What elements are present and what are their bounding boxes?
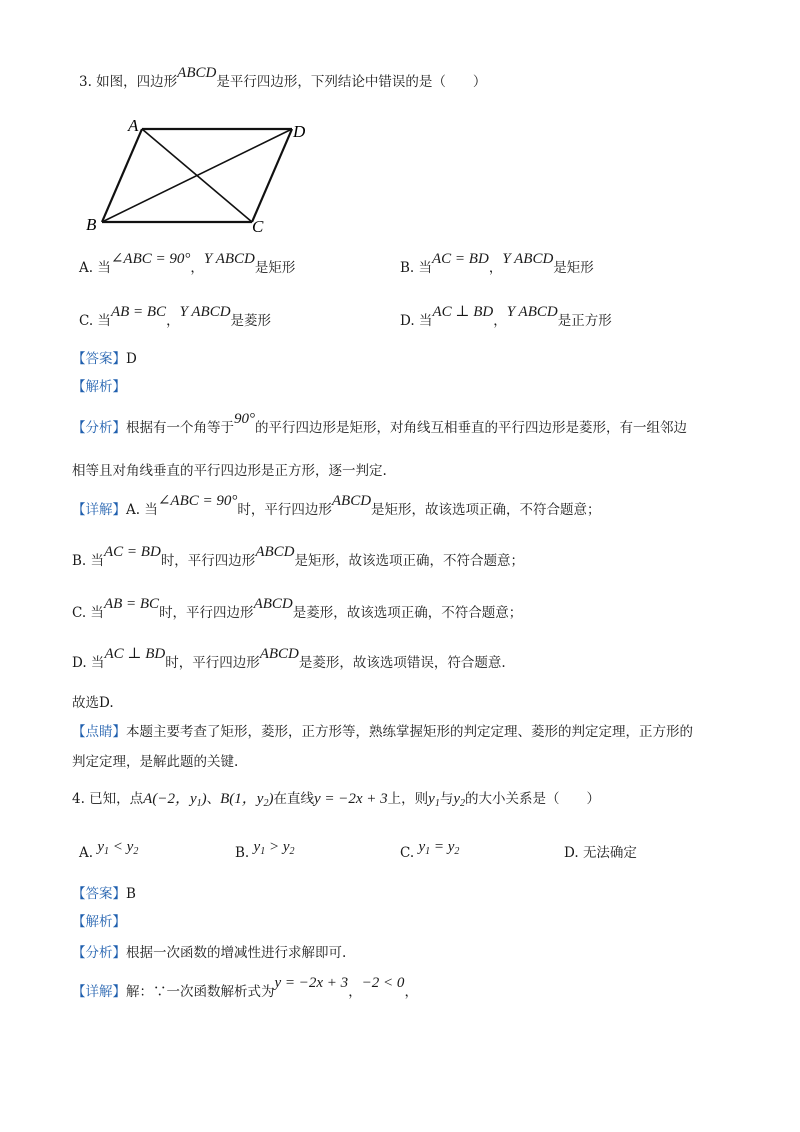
q4-option-d-text: 无法确定	[582, 845, 637, 861]
q4-line-eq: y = −2x + 3	[313, 791, 388, 807]
q4-detail-math2: −2 < 0	[361, 975, 405, 991]
q4-option-c-expr: $y_1 = y_2$	[418, 839, 460, 857]
q4-answer-tag: 【答案】	[72, 886, 126, 902]
detail-d-math2: ABCD	[259, 646, 299, 662]
detail-d-math: AC ⊥ BD	[104, 646, 166, 662]
q3-stem	[79, 65, 487, 92]
detail-c-mid: 时，平行四边形	[159, 605, 254, 621]
y2-symbol: $y_2$	[453, 791, 465, 809]
option-d-sep: ，	[493, 313, 507, 329]
y1-symbol: $y_1$	[428, 791, 440, 809]
q3-dianjing	[72, 722, 693, 742]
label-b: B	[86, 215, 97, 234]
fenxi-text: 根据有一个角等于	[126, 420, 234, 436]
q3-fenxi	[72, 411, 687, 438]
option-d-sym: Y ABCD	[506, 304, 558, 320]
option-c-sym: Y ABCD	[179, 304, 231, 320]
q4-option-a-expr: $y_1 < y_2$	[97, 839, 139, 857]
option-d-lead: D. 当	[400, 313, 433, 329]
option-c-lead: C. 当	[79, 313, 111, 329]
fenxi-tag: 【分析】	[72, 420, 126, 436]
detail-b-mid: 时，平行四边形	[160, 553, 256, 569]
diagonal-bd	[102, 129, 292, 222]
q3-jiexi: 【解析】	[72, 379, 126, 395]
detail-d-pre: D. 当	[72, 655, 105, 671]
q4-option-b-lead: B.	[235, 845, 250, 861]
q4-option-d	[564, 843, 637, 863]
q4-option-d-lead: D.	[564, 845, 579, 861]
q4-jiexi: 【解析】	[72, 914, 126, 930]
dianjing-tag: 【点睛】	[72, 724, 126, 740]
option-c-tail: 是菱形	[230, 313, 272, 329]
option-b-tail: 是矩形	[553, 260, 594, 276]
detail-a-post: 是矩形，故该选项正确，不符合题意；	[371, 502, 601, 518]
detail-b-pre: B. 当	[72, 553, 105, 569]
q4-xiangjie-tag: 【详解】	[72, 984, 126, 1000]
q3-detail-c	[72, 596, 523, 623]
label-c: C	[252, 217, 264, 235]
q3-stem-text: 3. 如图，四边形	[79, 74, 178, 90]
q3-detail-a	[72, 493, 601, 520]
q4-detail-sep: ，	[348, 984, 362, 1000]
q4-answer	[72, 884, 136, 904]
option-b-lead: B. 当	[400, 260, 433, 276]
q3-option-c	[79, 304, 272, 331]
option-b-cond: AC = BD	[432, 251, 489, 267]
q4-option-a	[79, 839, 139, 868]
q4-option-b-expr: $y_1 > y_2$	[253, 839, 295, 857]
option-a-tail: 是矩形	[254, 260, 296, 276]
detail-a-math2: ABCD	[331, 493, 372, 509]
option-c-cond: AB = BC	[110, 304, 167, 320]
q4-detail-pre: 解：∵一次函数解析式为	[126, 984, 275, 1000]
dianjing-text: 本题主要考查了矩形，菱形，正方形等，熟练掌握矩形的判定定理、菱形的判定定理，正方形的	[126, 724, 693, 740]
detail-c-post: 是菱形，故该选项正确，不符合题意；	[292, 605, 523, 621]
fenxi-text-2: 的平行四边形是矩形，对角线互相垂直的平行四边形是菱形，有一组邻边	[255, 420, 687, 436]
q3-answer	[72, 349, 137, 369]
q3-stem-math: ABCD	[177, 65, 217, 81]
q4-stem-text: 4. 已知，点	[72, 791, 144, 807]
option-b-sym: Y ABCD	[502, 251, 554, 267]
q3-option-b	[400, 251, 594, 278]
option-a-lead: A. 当	[79, 260, 111, 276]
q3-dianjing-line2: 判定定理，是解此题的关键.	[72, 754, 239, 770]
point-a: A(−2，$y_1$)	[143, 791, 207, 809]
detail-d-post: 是菱形，故该选项错误，符合题意.	[298, 655, 506, 671]
option-c-sep: ，	[166, 313, 180, 329]
detail-b-math: AC = BD	[104, 544, 161, 560]
q4-option-c-rel: =	[433, 839, 444, 855]
side-ab	[102, 129, 142, 222]
q4-option-c-lead: C.	[400, 845, 415, 861]
option-a-sep: ，	[190, 260, 204, 276]
detail-b-math2: ABCD	[255, 544, 295, 560]
q4-detail-end: ，	[404, 984, 418, 1000]
option-d-cond: AC ⊥ BD	[432, 304, 494, 320]
option-d-tail: 是正方形	[557, 313, 612, 329]
q4-fenxi-tag: 【分析】	[72, 945, 126, 961]
side-cd	[252, 129, 292, 222]
q4-detail-math: y = −2x + 3	[274, 975, 349, 991]
q4-stem-rel: 与	[439, 791, 454, 807]
detail-c-math2: ABCD	[253, 596, 293, 612]
label-d: D	[293, 122, 306, 141]
q4-answer-value: B	[126, 886, 136, 902]
q3-conclusion: 故选D.	[72, 695, 114, 711]
option-a-cond: ∠ABC = 90°	[110, 251, 191, 267]
detail-a-pre: A. 当	[126, 502, 158, 518]
q4-stem: 4. 已知，点A(−2，$y_1$)、B(1，$y_2$)在直线y = −2x + 3上，则$y_1$与$y_2$的大小关系是（ ）	[72, 791, 600, 809]
q3-option-d	[400, 304, 612, 331]
parallelogram-figure	[80, 110, 330, 235]
q3-detail-b	[72, 544, 524, 571]
q4-stem-post: 上，则	[387, 791, 429, 807]
q4-option-a-lead: A.	[79, 845, 94, 861]
detail-a-mid: 时，平行四边形	[237, 502, 332, 518]
label-a: A	[128, 116, 139, 135]
detail-d-mid: 时，平行四边形	[165, 655, 260, 671]
option-b-sep: ，	[488, 260, 503, 276]
q4-fenxi	[72, 943, 346, 963]
detail-a-math: ∠ABC = 90°	[157, 493, 238, 509]
q4-stem-end: 的大小关系是（ ）	[465, 791, 600, 807]
fenxi-math: 90°	[234, 411, 255, 427]
q4-option-b-rel: >	[268, 839, 280, 855]
q3-stem-tail: 是平行四边形，下列结论中错误的是（ ）	[216, 74, 487, 90]
q4-detail	[72, 975, 418, 1002]
q4-fenxi-text: 根据一次函数的增减性进行求解即可.	[126, 945, 347, 961]
detail-b-post: 是矩形，故该选项正确，不符合题意；	[294, 553, 524, 569]
q3-fenxi-line2: 相等且对角线垂直的平行四边形是正方形，逐一判定.	[72, 463, 387, 479]
q3-detail-d	[72, 646, 506, 673]
option-a-sym: Y ABCD	[203, 251, 255, 267]
q4-option-a-rel: <	[112, 839, 123, 855]
q4-stem-mid: 在直线	[273, 791, 314, 807]
xiangjie-tag: 【详解】	[72, 502, 126, 518]
point-b: B(1，$y_2$)	[220, 791, 274, 809]
detail-c-math: AB = BC	[103, 596, 160, 612]
q4-option-b	[235, 839, 295, 868]
detail-c-pre: C. 当	[72, 605, 104, 621]
answer-value: D	[126, 351, 137, 367]
q3-option-a	[79, 251, 296, 278]
q4-option-c	[400, 839, 460, 868]
answer-tag: 【答案】	[72, 351, 126, 367]
